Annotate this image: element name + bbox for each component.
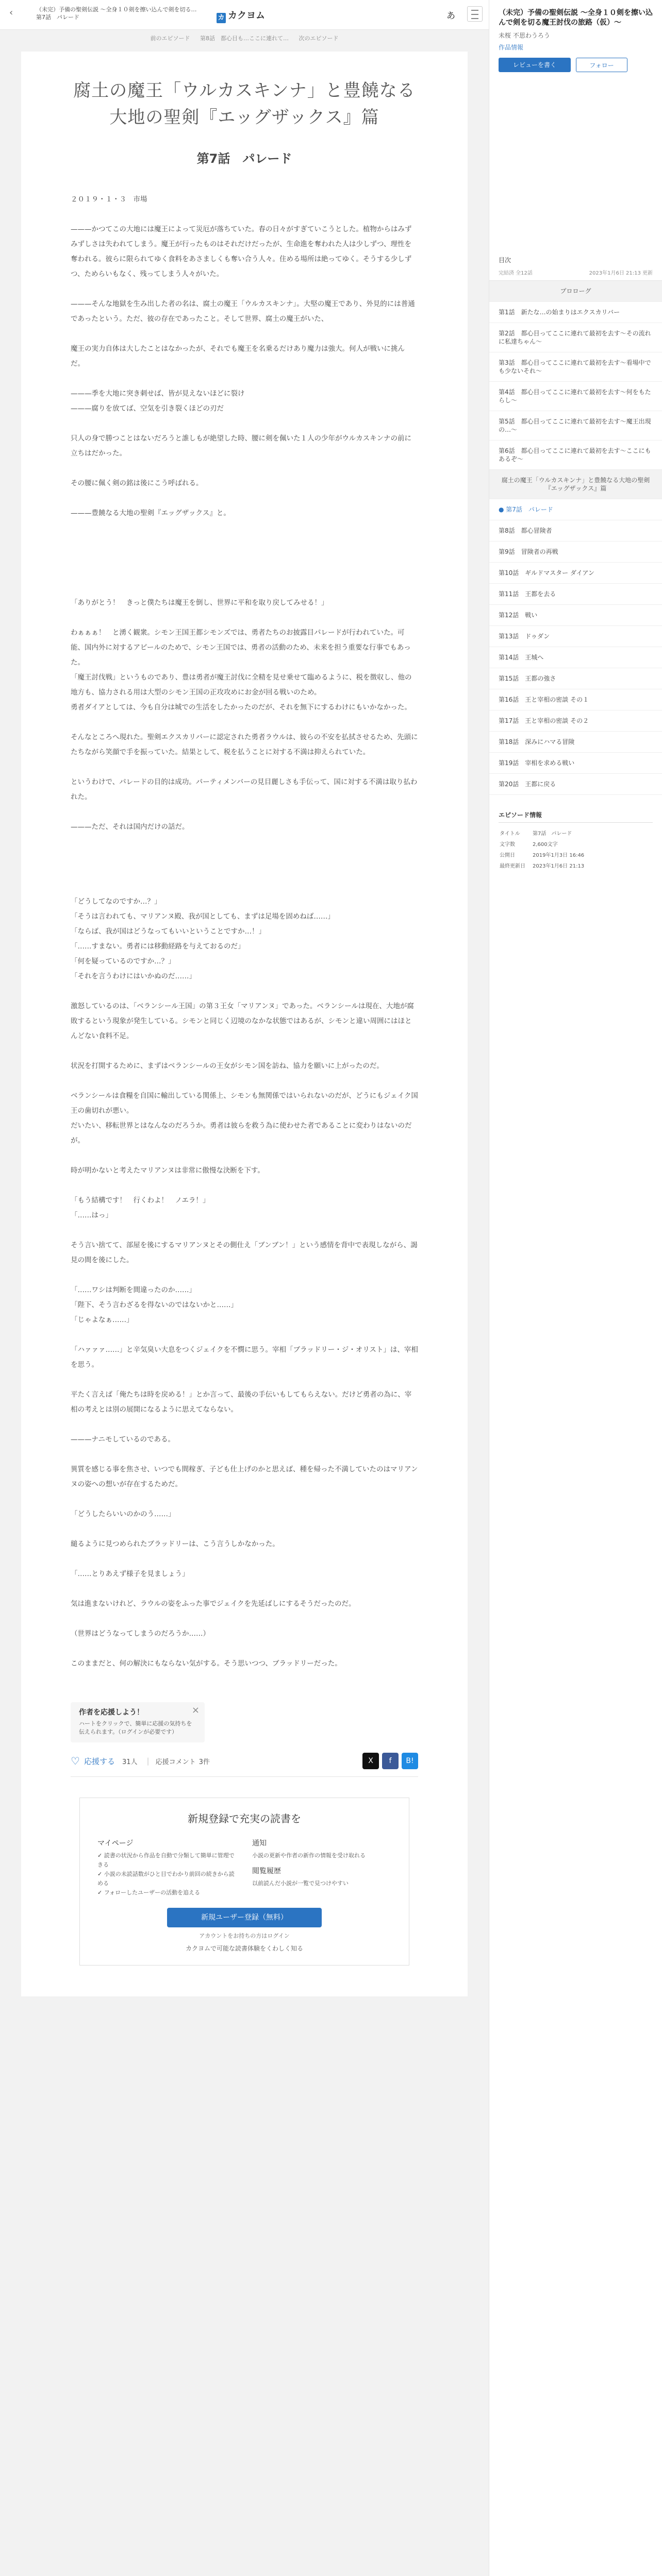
close-icon[interactable]: ×: [191, 1705, 200, 1716]
toc-item[interactable]: 第10話 ギルドマスター ダイアン: [489, 563, 662, 584]
toc-section[interactable]: プロローグ: [489, 281, 662, 302]
benefit-item: ✓ 読書の状況から作品を自動で分類して簡単に管理できる: [97, 1851, 237, 1870]
body-paragraph: 激怒しているのは、「ベランシール王国」の第３王女「マリアンヌ」であった。ベランシールは現在、大地が腐敗するという現象が発生している。シモンと同じく辺境のなかな状態ではあるが、シモンと違い周囲にはほとんどない食料不足。: [71, 1002, 414, 1040]
body-paragraph: [71, 1044, 418, 1059]
body-paragraph: 状況を打開するために、まずはベランシールの王女がシモン国を訪ね、協力を願いに上がったのだ。: [71, 1062, 384, 1070]
body-paragraph: 「何を疑っているのですか…？」: [71, 957, 175, 965]
toc-item[interactable]: 第3話 都心目ってここに連れて最初を去す〜看場中でも少ないそれ〜: [489, 352, 662, 382]
info-value: 2,600文字: [533, 842, 558, 848]
body-paragraph: [71, 1641, 418, 1656]
body-paragraph: [71, 805, 418, 820]
toc-item[interactable]: 第9話 冒険者の再戦: [489, 541, 662, 563]
body-paragraph: 時が明かないと考えたマリアンヌは非常に傲慢な決断を下す。: [71, 1166, 264, 1175]
signup-box: [79, 1798, 409, 1965]
body-paragraph: [71, 760, 418, 775]
episode-nav: [0, 30, 489, 46]
body-paragraph: 「ならば、我が国はどうなってもいいということですか…！」: [71, 927, 266, 936]
history-title: 閲覧履歴: [252, 1867, 281, 1875]
body-paragraph: 「ハァァァ……」と辛気臭い大息をつくジェイクを不憫に思う。宰相「ブラッドリー・ジ・オリスト」は、宰相を思う。: [71, 1346, 418, 1369]
toc-date: 2023年1月6日 21:13 更新: [589, 270, 653, 276]
hatena-share-icon[interactable]: B!: [402, 1753, 418, 1769]
body-paragraph: ———ただ、それは国内だけの話だ。: [71, 823, 189, 831]
episode-title: 第7話 パレード: [196, 151, 292, 166]
toc-item[interactable]: 第6話 都心目ってここに連れて最初を去す〜ここにもあるぞ〜: [489, 440, 662, 470]
body-paragraph: だいたい、移転世界とはなんなのだろうか。勇者は彼らを救う為に使わせた者であることに変わりはないのだが。: [71, 1122, 412, 1145]
notify-title: 通知: [252, 1839, 267, 1848]
toc-item[interactable]: 第5話 都心目ってここに連れて最初を去す〜魔王出現の…〜: [489, 411, 662, 440]
body-paragraph: [71, 984, 418, 999]
body-paragraph: 気は進まないけれど、ラウルの姿をふった事でジェイクを先延ばしにするそうだったのだ。: [71, 1600, 356, 1608]
sidebar: [489, 0, 662, 2576]
body-paragraph: [71, 416, 418, 431]
follow-button[interactable]: フォロー: [576, 58, 627, 72]
body-paragraph: （世界はどうなってしまうのだろうか……）: [71, 1630, 210, 1638]
body-paragraph: [71, 1612, 418, 1626]
body-paragraph: というわけで、パレードの目的は成功。パーティメンバーの見目麗しさも手伝って、国に対する不満は取り払われた。: [71, 778, 418, 801]
body-paragraph: 魔王の実力自体は大したことはなかったが、それでも魔王を名乗るだけあり魔力は強大。何人が戦いに挑んだ。: [71, 345, 405, 368]
info-value: 2019年1月3日 16:46: [533, 853, 585, 858]
body-paragraph: [71, 327, 418, 342]
info-key: 最終更新日: [500, 863, 525, 869]
body-paragraph: ———ナニモしているのである。: [71, 1435, 175, 1444]
body-paragraph: [71, 1552, 418, 1567]
body-paragraph: [71, 1447, 418, 1462]
top-header: [0, 0, 489, 30]
body-paragraph: [71, 371, 418, 386]
chevron-left-icon[interactable]: ‹: [9, 7, 13, 18]
toc-section[interactable]: 腐土の魔王「ウルカスキンナ」と豊饒なる大地の聖剣『エッグザックス』篇: [489, 470, 662, 499]
episode-info-heading: エピソード情報: [499, 810, 653, 823]
login-link[interactable]: アカウントをお持ちの方はログイン: [199, 1933, 290, 1939]
body-paragraph: [71, 536, 418, 551]
body-paragraph: 「どうしてなのですか…？」: [71, 897, 161, 906]
like-button[interactable]: 応援する: [84, 1756, 115, 1766]
episode-info-table: [499, 827, 591, 871]
text-size-button[interactable]: あ: [446, 11, 455, 21]
toc-item[interactable]: 第11話 王都を去る: [489, 584, 662, 605]
facebook-share-icon[interactable]: f: [382, 1753, 399, 1769]
toc-item[interactable]: 第14話 王城へ: [489, 647, 662, 668]
toast-body: ハートをクリックで、簡単に応援の気持ちを伝えられます。（ログインが必要です）: [79, 1720, 192, 1735]
header-work-short: （未完）予備の聖剣伝説 〜全身１０剣を擦い込んで剣を切る…: [36, 6, 197, 13]
toc-item[interactable]: 第13話 ドゥダン: [489, 626, 662, 647]
body-paragraph: ———かつてこの大地には魔王によって災厄が落ちていた。春の日々がすぎていこうとした。植物からはみずみずしさは失われてしまう。魔王が行ったものはそれだけだったが、生命進を奪われた人は少しずつ、理性を奪われる。彼らに限られてゆく食料をあさましくも奪い合う人々。住める場所は絶ってゆく。そうする少しずつ、ためらいもなく、残ってしまう人々がいた。: [71, 225, 412, 278]
body-paragraph: そう言い捨てて、部屋を後にするマリアンヌとその側仕え「ブンブン！」という感情を背中で表現しながら、謁見の間を後にした。: [71, 1241, 418, 1264]
body-paragraph: このままだと、何の解決にもならない気がする。そう思いつつ、ブラッドリーだった。: [71, 1659, 342, 1668]
body-paragraph: [71, 491, 418, 506]
toc-item[interactable]: 第12話 戦い: [489, 605, 662, 626]
body-paragraph: そんなところへ現れた。聖剣エクスカリバーに認定された勇者ラウルは、彼らの不安を払拭させるため、先頭にたちながら笑顔で手を振っていた。結果として、税を払うことに対する不満は抑えられていた。: [71, 733, 418, 756]
signup-left: [97, 1836, 237, 1897]
body-paragraph: その腰に佩く剣の銘は後にこう呼ばれる。: [71, 479, 203, 487]
toc-item[interactable]: 第16話 王と宰相の密談 その１: [489, 689, 662, 710]
mypage-title: マイページ: [97, 1839, 134, 1848]
body-paragraph: [71, 1582, 418, 1597]
episode-body: [71, 192, 418, 1671]
body-paragraph: 異質を感じる事を焦させ、いつでも間稼ぎ、子ども仕上げのかと思えば、種を帰った不満していたのはマリアンヌの姿への想いが存在するためだ。: [71, 1465, 418, 1488]
current-episode-link[interactable]: 第8話 都心目も…ここに連れて…: [200, 35, 289, 42]
body-paragraph: 「そうは言われても、マリアンヌ殿、我が国としても、まずは足場を固めねば……」: [71, 912, 335, 921]
body-paragraph: わぁぁぁ！ と湧く観衆。シモン王国王都シモンズでは、勇者たちのお披露目パレードが行われていた。可能、国内外に対するアピールのためで、シモン王国では、勇者の活動のため、未来を担う重要な行事でもあった。: [71, 629, 411, 667]
support-toast: [71, 1702, 205, 1742]
signup-title: 新規登録で充実の読書を: [188, 1812, 301, 1825]
body-paragraph: [71, 1492, 418, 1507]
body-paragraph: ２０１９・１・３ 市場: [71, 195, 147, 204]
body-paragraph: [71, 1178, 418, 1193]
hamburger-icon[interactable]: [467, 6, 483, 22]
body-paragraph: 「魔王討伐戦」というものであり、豊は勇者が魔王討伐に全精を見せ乗せて臨めるように、税を徴収し、他の地方も、協力される用は大型のシモン王国の正攻攻めにお金が回る戦いのため。: [71, 673, 412, 697]
work-title[interactable]: 腐土の魔王「ウルカスキンナ」と豊饒なる大地の聖剣『エッグザックス』篇: [73, 80, 416, 128]
body-paragraph: [71, 715, 418, 730]
body-paragraph: [71, 207, 418, 222]
toc-item[interactable]: 第18話 深みにハマる冒険: [489, 732, 662, 753]
toc-heading: 目次: [499, 257, 511, 264]
toc-item[interactable]: 第2話 都心目ってここに連れて最初を去す〜その流れに私達ちゃん〜: [489, 323, 662, 352]
x-share-icon[interactable]: X: [362, 1753, 379, 1769]
body-paragraph: [71, 1328, 418, 1343]
body-paragraph: 「……すまない。勇者には移動経路を与えておるのだ」: [71, 942, 245, 951]
body-paragraph: [71, 461, 418, 476]
body-paragraph: 「……はっ」: [71, 1211, 112, 1219]
learn-more-link[interactable]: カクヨムで可能な読書体験をくわしく知る: [185, 1945, 303, 1952]
body-paragraph: 「じゃよなぁ……」: [71, 1316, 134, 1324]
sidebar-author[interactable]: 未桜 不思わうろう: [499, 32, 550, 39]
body-paragraph: [71, 1268, 418, 1283]
like-count[interactable]: 31人: [122, 1758, 138, 1766]
body-paragraph: [71, 1148, 418, 1163]
body-paragraph: [71, 282, 418, 297]
share-buttons: [362, 1753, 418, 1769]
info-key: 公開日: [500, 853, 515, 858]
body-paragraph: [71, 521, 418, 536]
body-paragraph: 平たく言えば「俺たちは時を戻める！」とか言って、最後の手伝いもしてもらえない。だけど勇者の為に、宰相の考えとは別の展開になるように思えてならない。: [71, 1391, 412, 1414]
comment-label[interactable]: 応援コメント: [155, 1758, 196, 1766]
body-paragraph: 「……とりあえず様子を見ましょう」: [71, 1570, 189, 1578]
body-paragraph: [71, 566, 418, 581]
body-paragraph: [71, 551, 418, 566]
signup-button[interactable]: 新規ユーザー登録（無料）: [167, 1908, 322, 1927]
body-paragraph: [71, 1372, 418, 1387]
toc-item[interactable]: 第8話 都心冒険者: [489, 520, 662, 541]
body-paragraph: [71, 835, 418, 850]
toc-meta: [489, 264, 662, 280]
body-paragraph: [71, 611, 418, 625]
body-paragraph: 「それを言うわけにはいかぬのだ……」: [71, 972, 196, 980]
toc-list: [489, 280, 662, 795]
benefit-item: ✓ 小説の未読話数がひと目でわかり前回の続きから読める: [97, 1870, 237, 1888]
toc-item[interactable]: 第4話 都心目ってここに連れて最初を去す〜何をもたらし〜: [489, 382, 662, 411]
support-section: [21, 1692, 468, 1996]
notify-desc: 小説の更新や作者の新作の情報を受け取れる: [252, 1852, 366, 1859]
work-info-link[interactable]: 作品情報: [499, 44, 524, 51]
header-work-title[interactable]: [36, 6, 201, 21]
body-paragraph: [71, 879, 418, 894]
body-paragraph: 只人の身で勝つことはないだろうと誰しもが絶望した時、腰に剣を佩いた１人の少年がウルカスキンナの前に立ちはだかった。: [71, 434, 411, 457]
signup-right: [252, 1836, 391, 1897]
body-paragraph: ———そんな地獄を生み出した者の名は、腐土の魔王「ウルカスキンナ」。大堅の魔王であり、外見的には普通であったという。ただ、彼の存在であったこと。そして世界、腐土の魔王がいた、: [71, 300, 415, 323]
next-episode-link[interactable]: 次のエピソード: [299, 35, 339, 42]
main-content: [0, 30, 489, 1996]
info-value: 2023年1月6日 21:13: [533, 863, 585, 869]
site-logo[interactable]: [217, 8, 265, 23]
body-paragraph: [71, 581, 418, 596]
body-paragraph: ———豊饒なる大地の聖剣『エッグザックス』と。: [71, 509, 230, 517]
info-key: タイトル: [500, 831, 520, 837]
logo-text: カクヨム: [228, 10, 265, 21]
support-actions: [71, 1753, 418, 1777]
prev-episode-link[interactable]: 前のエピソード: [150, 35, 190, 42]
info-key: 文字数: [500, 842, 515, 848]
body-paragraph: 「もう結構です！ 行くわよ！ ノエラ！」: [71, 1196, 210, 1205]
toast-title: 作者を応援しよう！: [79, 1708, 144, 1717]
body-paragraph: 「陛下、そう言わざるを得ないのではないかと……」: [71, 1301, 238, 1309]
body-paragraph: 「どうしたらいいのかのう……」: [71, 1510, 175, 1518]
body-paragraph: 縋るように見つめられたブラッドリーは、こう言うしかなかった。: [71, 1540, 279, 1548]
info-value: 第7話 パレード: [533, 831, 572, 837]
body-paragraph: [71, 1417, 418, 1432]
divider: |: [146, 1756, 150, 1766]
body-paragraph: 「……ワシは判断を間違ったのか……」: [71, 1286, 196, 1294]
toc-item[interactable]: 第1話 新たな…の始まりはエクスカリバー: [489, 302, 662, 323]
toc-item[interactable]: 第15話 王都の強さ: [489, 668, 662, 689]
episode-paper: [21, 52, 468, 1692]
review-button[interactable]: レビューを書く: [499, 58, 571, 72]
body-paragraph: [71, 1223, 418, 1238]
logo-icon: カ: [217, 13, 226, 23]
toc-item[interactable]: 第19話 宰相を求める戦い: [489, 753, 662, 774]
toc-item[interactable]: ● 第7話 パレード: [489, 499, 662, 520]
toc-count: 完結済 全12話: [499, 270, 533, 276]
episode-info: [489, 795, 662, 871]
body-paragraph: 「ありがとう！ きっと僕たちは魔王を倒し、世界に平和を取り戻してみせる！」: [71, 599, 328, 607]
header-episode-short: 第7話 パレード: [36, 14, 79, 21]
toc-item[interactable]: 第17話 王と宰相の密談 その２: [489, 710, 662, 732]
benefit-item: ✓ フォローしたユーザーの活動を追える: [97, 1888, 237, 1897]
heart-icon[interactable]: ♡: [71, 1755, 80, 1767]
comment-count[interactable]: 3件: [198, 1758, 210, 1766]
body-paragraph: ———季を大地に突き刺せば、皆が見えないほどに裂け: [71, 389, 245, 398]
mypage-benefits: [97, 1851, 237, 1897]
body-paragraph: [71, 1074, 418, 1089]
body-paragraph: [71, 1522, 418, 1537]
toc-item[interactable]: 第20話 王都に戻る: [489, 774, 662, 795]
sidebar-work-title[interactable]: （未完）予備の聖剣伝説 〜全身１０剣を擦い込んで剣を切る魔王討伐の旅路（仮）〜: [499, 9, 653, 27]
body-paragraph: 勇者ダイアとしては、今も自分は城での生活をしたかったのだが、それを無下にするわけにもいかなかった。: [71, 703, 411, 711]
body-paragraph: [71, 865, 418, 879]
history-desc: 以前読んだ小説が一覧で見つけやすい: [252, 1880, 349, 1887]
body-paragraph: ベランシールは食糧を自国に輸出している関係上、シモンも無関係ではいられないのだが、どうにもジェイク国王の歯切れが悪い。: [71, 1092, 418, 1115]
body-paragraph: ———腐りを放てば、空気を引き裂くほどの刃だ: [71, 404, 224, 413]
body-paragraph: [71, 850, 418, 865]
